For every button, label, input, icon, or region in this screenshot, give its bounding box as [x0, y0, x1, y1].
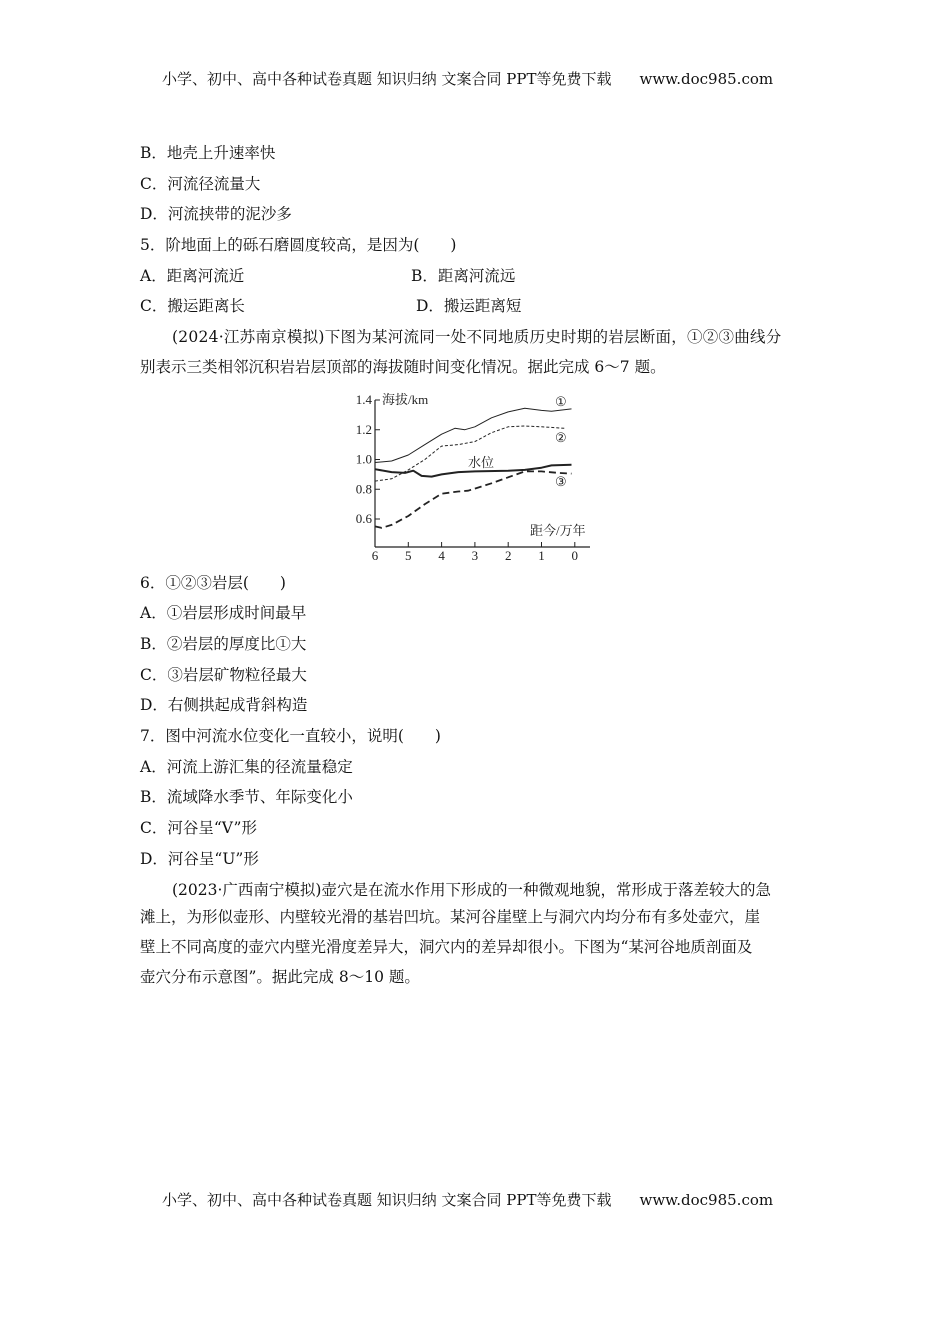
x-tick-label: 4 — [438, 548, 445, 563]
elevation-chart — [340, 385, 610, 565]
series-line-4 — [375, 471, 572, 528]
y-tick-label: 1.2 — [355, 421, 372, 437]
intro2-line: 壁上不同高度的壶穴内壁光滑度差异大，洞穴内的差异却很小。下图为“某河谷地质剖面及 — [140, 938, 753, 956]
y-tick-label: 1.4 — [355, 392, 372, 407]
page-footer — [162, 1190, 773, 1210]
q5-option-a: A．距离河流近 — [140, 267, 245, 285]
intro2-line: 壶穴分布示意图”。据此完成 8～10 题。 — [140, 968, 420, 986]
intro2-line: (2023·广西南宁模拟)壶穴是在流水作用下形成的一种微观地貌，常形成于落差较大的急 — [172, 881, 771, 899]
footer-text: 小学、初中、高中各种试卷真题 知识归纳 文案合同 PPT等免费下载 — [162, 1191, 612, 1209]
x-tick-label: 6 — [371, 548, 379, 563]
x-tick-label: 3 — [471, 548, 479, 563]
page-header — [162, 69, 773, 89]
q5-option-d: D．搬运距离短 — [416, 297, 522, 315]
q7-stem: 7．图中河流水位变化一直较小，说明( ) — [140, 727, 441, 745]
q5-stem: 5．阶地面上的砾石磨圆度较高，是因为( ) — [140, 236, 457, 254]
header-url[interactable]: www.doc985.com — [639, 70, 774, 88]
q6-stem: 6．①②③岩层( ) — [140, 574, 286, 592]
q7-option-d: D．河谷呈“U”形 — [140, 850, 259, 868]
series-label: ② — [555, 430, 567, 445]
q4-option-c: C．河流径流量大 — [140, 175, 261, 193]
y-tick-label: 0.8 — [355, 481, 372, 497]
x-tick-label: 5 — [405, 548, 412, 563]
x-axis-label: 距今/万年 — [530, 523, 586, 538]
q7-option-a: A．河流上游汇集的径流量稳定 — [140, 758, 353, 776]
q7-option-b: B．流域降水季节、年际变化小 — [140, 788, 353, 806]
q4-option-b: B．地壳上升速率快 — [140, 144, 276, 162]
series-label: 水位 — [468, 455, 495, 470]
series-label: ① — [555, 394, 567, 409]
header-text: 小学、初中、高中各种试卷真题 知识归纳 文案合同 PPT等免费下载 — [162, 70, 612, 88]
q6-option-c: C．③岩层矿物粒径最大 — [140, 666, 307, 684]
footer-url[interactable]: www.doc985.com — [639, 1191, 774, 1209]
x-tick-label: 0 — [571, 548, 579, 563]
q7-option-c: C．河谷呈“V”形 — [140, 819, 257, 837]
q6-option-b: B．②岩层的厚度比①大 — [140, 635, 307, 653]
q6-option-a: A．①岩层形成时间最早 — [140, 604, 307, 622]
q5-option-b: B．距离河流远 — [411, 267, 516, 285]
y-tick-label: 0.6 — [355, 511, 372, 526]
intro1-line: (2024·江苏南京模拟)下图为某河流同一处不同地质历史时期的岩层断面，①②③曲线分 — [172, 328, 782, 346]
intro2-line: 滩上，为形似壶形、内壁较光滑的基岩凹坑。某河谷崖壁上与洞穴内均分布有多处壶穴，崖 — [140, 908, 761, 926]
q5-option-c: C．搬运距离长 — [140, 297, 245, 315]
q6-option-d: D．右侧拱起成背斜构造 — [140, 696, 308, 714]
y-axis-label: 海拔/km — [382, 392, 429, 407]
q4-option-d: D．河流挟带的泥沙多 — [140, 205, 292, 223]
series-label: ③ — [555, 474, 567, 489]
x-tick-label: 1 — [538, 548, 545, 563]
y-tick-label: 1.0 — [355, 451, 372, 467]
x-tick-label: 2 — [504, 548, 512, 563]
intro1-line: 别表示三类相邻沉积岩岩层顶部的海拔随时间变化情况。据此完成 6～7 题。 — [140, 358, 666, 376]
